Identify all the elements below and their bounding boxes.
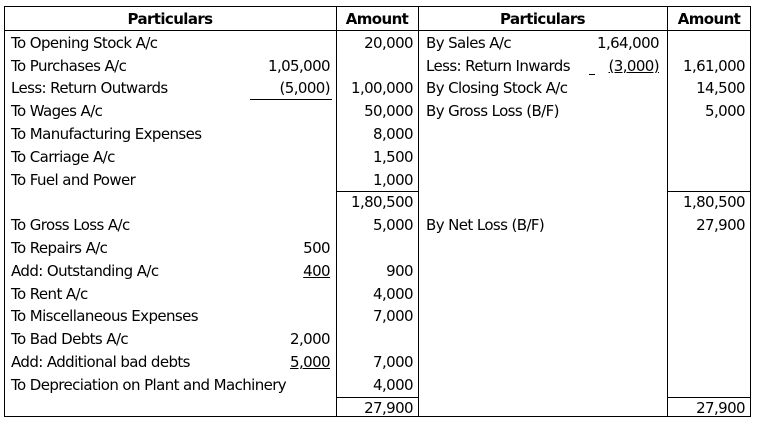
total-line [667,397,751,398]
header-amount-debit: Amount [345,10,409,28]
debit-sub-amount: 2,000 [290,330,330,348]
debit-label: To Fuel and Power [11,171,136,189]
debit-label: To Purchases A/c [11,57,127,75]
debit-label: To Rent A/c [11,285,88,303]
debit-sub-amount: 400 [303,262,330,280]
column-divider [667,6,668,417]
credit-label: By Net Loss (B/F) [426,216,545,234]
debit-sub-amount: (5,000) [279,79,330,97]
debit-amount: 1,00,000 [351,79,413,97]
column-divider [336,6,337,417]
header-particulars-credit: Particulars [500,10,585,28]
column-divider [418,6,419,417]
debit-label: To Carriage A/c [11,148,115,166]
debit-amount: 900 [386,262,413,280]
debit-label: To Miscellaneous Expenses [11,307,198,325]
debit-label: To Gross Loss A/c [11,216,130,234]
debit-label: To Opening Stock A/c [11,34,158,52]
credit-amount: 5,000 [705,102,745,120]
debit-label: Less: Return Outwards [11,79,168,97]
total-line [667,191,751,192]
credit-sub-amount: (3,000) [608,57,659,75]
header-amount-credit: Amount [677,10,741,28]
debit-label: Add: Additional bad debts [11,353,190,371]
credit-trading-total: 1,80,500 [683,193,745,211]
debit-trading-total: 1,80,500 [351,193,413,211]
header-particulars-debit: Particulars [127,10,213,28]
debit-amount: 5,000 [373,216,413,234]
debit-amount: 20,000 [364,34,413,52]
subtotal-line [250,99,332,100]
credit-label: By Sales A/c [426,34,511,52]
credit-amount: 14,500 [696,79,745,97]
debit-label: Add: Outstanding A/c [11,262,159,280]
debit-label: To Manufacturing Expenses [11,125,202,143]
debit-amount: 50,000 [364,102,413,120]
debit-amount: 4,000 [373,285,413,303]
debit-label: To Repairs A/c [11,239,108,257]
debit-label: To Depreciation on Plant and Machinery [11,376,287,394]
credit-label: Less: Return Inwards [426,57,570,75]
debit-amount: 1,500 [373,148,413,166]
debit-sub-amount: 5,000 [290,353,330,371]
debit-amount: 7,000 [373,353,413,371]
debit-amount: 1,000 [373,171,413,189]
header-divider [4,30,751,31]
total-line [336,191,418,192]
debit-sub-amount: 500 [303,239,330,257]
debit-sub-amount: 1,05,000 [268,57,330,75]
debit-label: To Bad Debts A/c [11,330,129,348]
debit-amount: 8,000 [373,125,413,143]
credit-amount: 1,61,000 [683,57,745,75]
debit-amount: 4,000 [373,376,413,394]
credit-pl-total: 27,900 [696,399,745,417]
underline-gap [589,74,595,75]
credit-sub-amount: 1,64,000 [597,34,659,52]
credit-label: By Gross Loss (B/F) [426,102,559,120]
debit-pl-total: 27,900 [364,399,413,417]
credit-label: By Closing Stock A/c [426,79,568,97]
credit-amount: 27,900 [696,216,745,234]
debit-label: To Wages A/c [11,102,103,120]
debit-amount: 7,000 [373,307,413,325]
total-line [336,397,418,398]
